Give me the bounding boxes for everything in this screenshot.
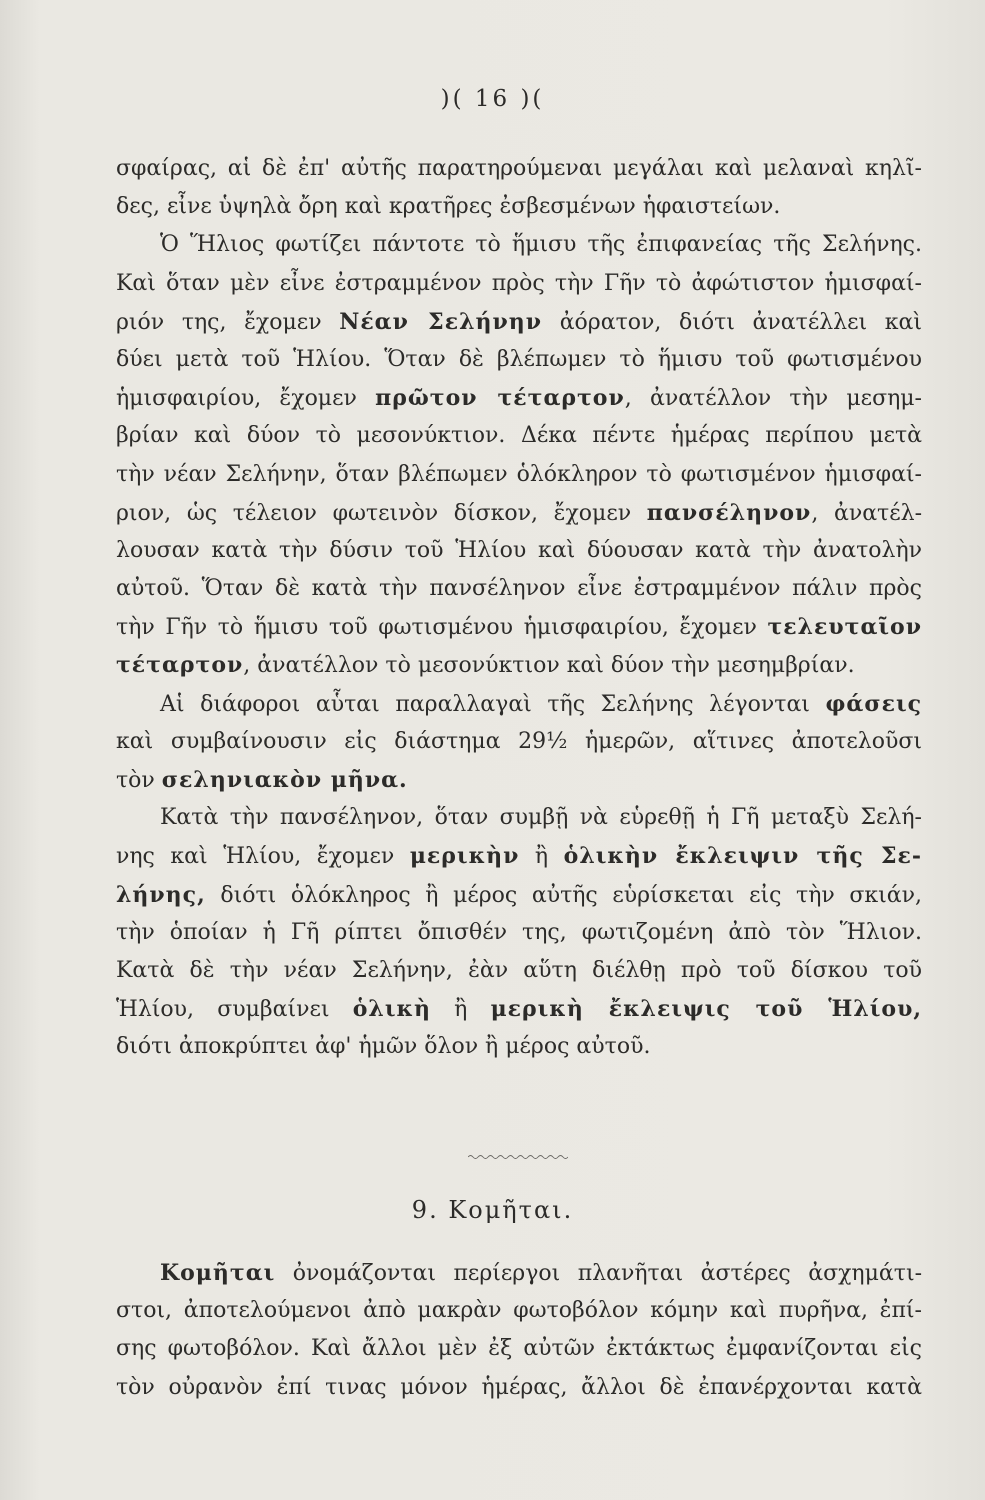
text-line: [116, 761, 922, 799]
text-run: Κατὰ τὴν πανσέληνον, ὅταν συμβῇ νὰ εὑρεθῇ ἡ Γῆ μεταξὺ Σελή-: [160, 805, 922, 831]
text-line: [116, 914, 922, 952]
text-line: [116, 188, 922, 226]
text-line: [116, 341, 922, 379]
text-line: [116, 646, 922, 684]
text-line: [116, 570, 922, 608]
text-run: Ἡλίου, συμβαίνει: [116, 997, 353, 1023]
text-line: [116, 303, 922, 341]
text-line: [116, 379, 922, 417]
text-run: ὀνομάζονται περίεργοι πλανῆται ἀστέρες ἀσχημάτι-: [275, 1261, 922, 1286]
bold-term: μερικὴ ἔκλειψις τοῦ Ἡλίου,: [490, 996, 922, 1023]
text-run: Καὶ ὅταν μὲν εἶνε ἐστραμμένον πρὸς τὴν Γῆν τὸ ἀφώτιστον ἡμισφαί-: [116, 270, 922, 296]
bold-term: πρῶτον τέταρτον: [375, 385, 625, 412]
text-run: τὸν οὐρανὸν ἐπί τινας μόνον ἡμέρας, ἄλλοι δὲ ἐπανέρχονται κατὰ: [116, 1374, 922, 1400]
text-line: [116, 265, 922, 303]
text-run: Αἱ διάφοροι αὗται παραλλαγαὶ τῆς Σελήνης λέγονται: [160, 691, 826, 717]
text-run: σφαίρας, αἱ δὲ ἐπ' αὐτῆς παρατηρούμεναι μεγάλαι καὶ μελαναὶ κηλῖ-: [116, 156, 922, 181]
text-run: αὐτοῦ. Ὅταν δὲ κατὰ τὴν πανσέληνον εἶνε ἐστραμμένον πάλιν πρὸς: [116, 576, 922, 602]
text-run: σης φωτοβόλον. Καὶ ἄλλοι μὲν ἐξ αὐτῶν ἐκτάκτως ἐμφανίζονται εἰς: [116, 1336, 922, 1362]
text-line: [116, 1330, 922, 1368]
bold-term: φάσεις: [825, 690, 922, 717]
text-line: [116, 990, 922, 1028]
paragraph-block-comets: [116, 1254, 922, 1407]
text-run: ριόν της, ἔχομεν: [116, 309, 340, 335]
bold-term: μερικὴν: [409, 843, 520, 870]
text-line: [116, 226, 922, 264]
text-line: [116, 1292, 922, 1330]
text-line: [116, 837, 922, 875]
text-line: [116, 1028, 922, 1066]
text-line: [116, 417, 922, 455]
text-run: , ἀνατέλλον τὸ μεσονύκτιον καὶ δύον τὴν μεσημβρίαν.: [243, 653, 855, 679]
text-run: τὸν: [116, 768, 162, 793]
text-run: δες, εἶνε ὑψηλὰ ὄρη καὶ κρατῆρες ἐσβεσμένων ἡφαιστείων.: [116, 194, 781, 220]
paragraph-block-moon-phases: [116, 150, 922, 1067]
text-line: [116, 150, 922, 188]
text-run: τὴν νέαν Σελήνην, ὅταν βλέπωμεν ὁλόκληρον τὸ φωτισμένον ἡμισφαί-: [116, 461, 922, 487]
bold-term: τέταρτον: [116, 652, 244, 679]
text-line: [116, 1369, 922, 1407]
bold-term: τελευταῖον: [767, 614, 922, 641]
text-line: [116, 456, 922, 494]
text-line: [116, 494, 922, 532]
bold-term: σεληνιακὸν μῆνα.: [161, 767, 408, 793]
text-line: [116, 685, 922, 723]
text-run: νης καὶ Ἡλίου, ἔχομεν: [116, 844, 410, 870]
text-run: διότι ὁλόκληρος ἢ μέρος αὐτῆς εὑρίσκεται εἰς τὴν σκιάν,: [205, 882, 922, 908]
text-run: λουσαν κατὰ τὴν δύσιν τοῦ Ἡλίου καὶ δύουσαν κατὰ τὴν ἀνατολὴν: [116, 537, 922, 563]
text-line: [116, 608, 922, 646]
text-run: στοι, ἀποτελούμενοι ἀπὸ μακρὰν φωτοβόλον κόμην καὶ πυρῆνα, ἐπί-: [116, 1298, 922, 1324]
text-line: [116, 952, 922, 990]
text-run: ριον, ὡς τέλειον φωτεινὸν δίσκον, ἔχομεν: [116, 500, 647, 526]
text-run: τὴν Γῆν τὸ ἥμισυ τοῦ φωτισμένου ἡμισφαιρίου, ἔχομεν: [116, 615, 768, 641]
text-run: Ὁ Ἥλιος φωτίζει πάντοτε τὸ ἥμισυ τῆς ἐπιφανείας τῆς Σελήνης.: [160, 232, 922, 258]
text-run: Κατὰ δὲ τὴν νέαν Σελήνην, ἐὰν αὕτη διέλθῃ πρὸ τοῦ δίσκου τοῦ: [116, 957, 922, 983]
bold-term: ὁλικὴν ἔκλειψιν τῆς Σε-: [563, 843, 922, 870]
text-run: ἀόρατον, διότι ἀνατέλλει καὶ: [542, 309, 922, 335]
text-run: ἢ: [519, 844, 564, 870]
text-run: βρίαν καὶ δύον τὸ μεσονύκτιον. Δέκα πέντε ἡμέρας περίπου μετὰ: [116, 423, 922, 449]
bold-term: ὁλικὴ: [352, 996, 431, 1023]
page-number-header: )( 16 )(: [440, 86, 545, 112]
text-run: καὶ συμβαίνουσιν εἰς διάστημα 29½ ἡμερῶν, αἵτινες ἀποτελοῦσι: [116, 728, 922, 754]
text-run: τὴν ὁποίαν ἡ Γῆ ρίπτει ὄπισθέν της, φωτιζομένη ἀπὸ τὸν Ἥλιον.: [116, 919, 922, 945]
text-line: [116, 799, 922, 837]
text-line: [116, 532, 922, 570]
text-run: δύει μετὰ τοῦ Ἡλίου. Ὅταν δὲ βλέπωμεν τὸ ἥμισυ τοῦ φωτισμένου: [116, 346, 922, 372]
text-run: , ἀνατέλ-: [811, 500, 922, 526]
bold-term: λήνης,: [116, 881, 206, 908]
text-line: [116, 876, 922, 914]
text-run: , ἀνατέλλον τὴν μεσημ-: [624, 386, 922, 412]
bold-term: πανσέληνον: [646, 499, 812, 526]
text-run: διότι ἀποκρύπτει ἀφ' ἡμῶν ὅλον ἢ μέρος αὐτοῦ.: [116, 1034, 651, 1060]
text-run: ἡμισφαιρίου, ἔχομεν: [116, 386, 376, 412]
ornamental-divider: [468, 1154, 568, 1160]
section-title: 9. Κομῆται.: [411, 1196, 574, 1224]
text-line: [116, 1254, 922, 1292]
bold-term: Νέαν Σελήνην: [339, 308, 543, 335]
bold-term: Κομῆται: [160, 1260, 276, 1286]
text-line: [116, 723, 922, 761]
text-run: ἢ: [430, 997, 491, 1023]
